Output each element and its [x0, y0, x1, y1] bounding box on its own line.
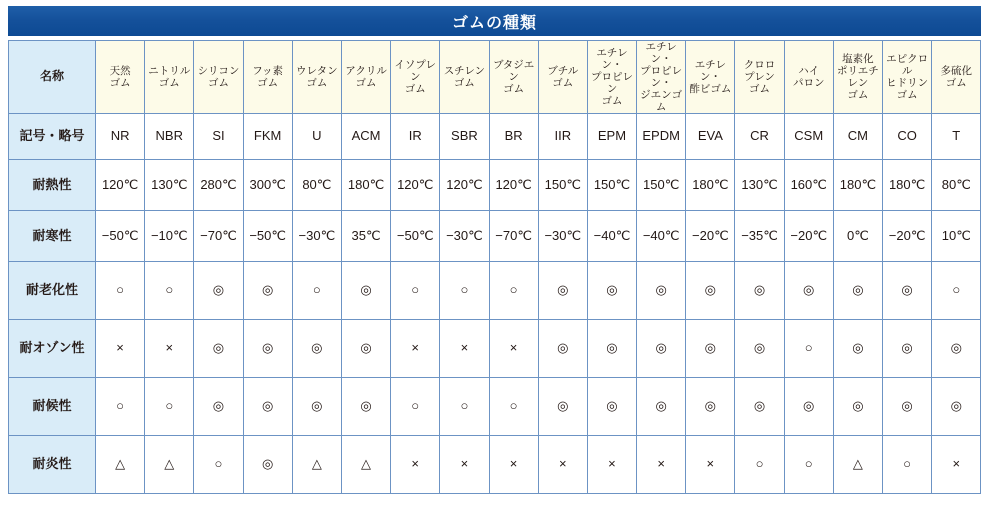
col-name-line: ゴム [847, 89, 869, 102]
col-name-line: 塩素化 [842, 53, 874, 66]
col-name-line: エチレン・ [596, 47, 628, 72]
col-name-line: パロン [792, 77, 825, 90]
cell-weather-10: ◎ [587, 378, 636, 436]
cell-ozone-0: × [96, 320, 145, 378]
row-header-heat-resistance: 耐熱性 [9, 160, 96, 211]
column-header-11 [637, 41, 686, 114]
cell-heat-13: 130℃ [735, 160, 784, 211]
col-name-line: ゴム [453, 77, 475, 90]
cell-ozone-5: ◎ [341, 320, 390, 378]
page-title [8, 6, 981, 36]
cell-weather-0: ○ [96, 378, 145, 436]
column-header-16 [883, 41, 932, 114]
col-name-line: ブチル [547, 65, 579, 78]
cell-ozone-12: ◎ [686, 320, 735, 378]
col-name-line: エチレン・ [694, 59, 726, 84]
cell-ozone-13: ◎ [735, 320, 784, 378]
cell-ozone-3: ◎ [243, 320, 292, 378]
cell-cold-1: −10℃ [145, 211, 194, 262]
cell-cold-15: 0℃ [833, 211, 882, 262]
cell-symbol-0: NR [96, 114, 145, 160]
cell-heat-9: 150℃ [538, 160, 587, 211]
table-row-flame-resistance [9, 436, 981, 494]
column-header-2 [194, 41, 243, 114]
table-row-ozone-resistance [9, 320, 981, 378]
col-name-line: ゴム [158, 77, 180, 90]
cell-aging-15: ◎ [833, 262, 882, 320]
cell-weather-3: ◎ [243, 378, 292, 436]
cell-symbol-10: EPM [587, 114, 636, 160]
table-row-name [9, 41, 981, 114]
cell-cold-9: −30℃ [538, 211, 587, 262]
cell-ozone-9: ◎ [538, 320, 587, 378]
cell-flame-3: ◎ [243, 436, 292, 494]
cell-aging-12: ◎ [686, 262, 735, 320]
row-header-cold-resistance: 耐寒性 [9, 211, 96, 262]
col-name-line: スチレン [443, 65, 486, 78]
cell-symbol-4: U [292, 114, 341, 160]
cell-aging-10: ◎ [587, 262, 636, 320]
col-name-line: ゴム [109, 77, 131, 90]
cell-aging-8: ○ [489, 262, 538, 320]
column-header-5 [341, 41, 390, 114]
cell-flame-5: △ [341, 436, 390, 494]
cell-ozone-7: × [440, 320, 489, 378]
cell-flame-7: × [440, 436, 489, 494]
col-name-line: プレン [744, 71, 775, 84]
column-header-9 [538, 41, 587, 114]
cell-flame-8: × [489, 436, 538, 494]
cell-symbol-11: EPDM [637, 114, 686, 160]
column-header-15 [833, 41, 882, 114]
col-name-line: ハイ [798, 65, 820, 78]
col-name-line: ニトリル [148, 65, 191, 78]
cell-aging-9: ◎ [538, 262, 587, 320]
cell-heat-12: 180℃ [686, 160, 735, 211]
cell-weather-17: ◎ [932, 378, 981, 436]
col-name-line: フッ素 [252, 65, 284, 78]
cell-weather-13: ◎ [735, 378, 784, 436]
col-name-line: ゴム [601, 95, 623, 108]
column-header-6 [391, 41, 440, 114]
col-name-line: プロピレン [590, 71, 633, 96]
row-header-flame-resistance: 耐炎性 [9, 436, 96, 494]
cell-heat-5: 180℃ [341, 160, 390, 211]
cell-heat-11: 150℃ [637, 160, 686, 211]
cell-flame-16: ○ [883, 436, 932, 494]
row-header-aging-resistance: 耐老化性 [9, 262, 96, 320]
cell-heat-14: 160℃ [784, 160, 833, 211]
cell-flame-11: × [637, 436, 686, 494]
cell-weather-16: ◎ [883, 378, 932, 436]
cell-aging-3: ◎ [243, 262, 292, 320]
col-name-line: ヒドリン [886, 77, 929, 90]
column-header-13 [735, 41, 784, 114]
col-name-line: ゴム [207, 77, 229, 90]
cell-flame-12: × [686, 436, 735, 494]
cell-symbol-13: CR [735, 114, 784, 160]
cell-flame-14: ○ [784, 436, 833, 494]
cell-symbol-16: CO [883, 114, 932, 160]
cell-symbol-2: SI [194, 114, 243, 160]
column-header-1 [145, 41, 194, 114]
column-header-17 [932, 41, 981, 114]
cell-cold-12: −20℃ [686, 211, 735, 262]
column-header-10 [587, 41, 636, 114]
col-name-line: ゴム [552, 77, 574, 90]
cell-weather-2: ◎ [194, 378, 243, 436]
column-header-14 [784, 41, 833, 114]
cell-ozone-8: × [489, 320, 538, 378]
cell-flame-9: × [538, 436, 587, 494]
col-name-line: イソプレン [394, 59, 437, 84]
cell-flame-4: △ [292, 436, 341, 494]
col-name-line: ウレタン [296, 65, 338, 78]
row-header-ozone-resistance: 耐オゾン性 [9, 320, 96, 378]
cell-ozone-6: × [391, 320, 440, 378]
cell-flame-17: × [932, 436, 981, 494]
col-name-line: ゴム [896, 89, 918, 102]
table-row-weather-resistance [9, 378, 981, 436]
col-name-line: エピクロル [886, 53, 929, 78]
cell-flame-6: × [391, 436, 440, 494]
cell-symbol-14: CSM [784, 114, 833, 160]
cell-weather-7: ○ [440, 378, 489, 436]
cell-cold-17: 10℃ [932, 211, 981, 262]
cell-flame-0: △ [96, 436, 145, 494]
cell-heat-10: 150℃ [587, 160, 636, 211]
table-row-heat-resistance [9, 160, 981, 211]
col-name-line: ゴム [945, 77, 967, 90]
cell-cold-8: −70℃ [489, 211, 538, 262]
cell-ozone-14: ○ [784, 320, 833, 378]
cell-aging-6: ○ [391, 262, 440, 320]
col-name-line: ゴム [355, 77, 377, 90]
cell-weather-11: ◎ [637, 378, 686, 436]
col-name-line: シリコン [197, 65, 240, 78]
cell-heat-17: 80℃ [932, 160, 981, 211]
cell-heat-6: 120℃ [391, 160, 440, 211]
cell-flame-13: ○ [735, 436, 784, 494]
table-row-cold-resistance [9, 211, 981, 262]
cell-weather-1: ○ [145, 378, 194, 436]
cell-cold-0: −50℃ [96, 211, 145, 262]
cell-ozone-2: ◎ [194, 320, 243, 378]
col-name-line: ブタジエン [492, 59, 535, 84]
column-header-12 [686, 41, 735, 114]
cell-symbol-8: BR [489, 114, 538, 160]
cell-symbol-9: IIR [538, 114, 587, 160]
cell-ozone-16: ◎ [883, 320, 932, 378]
row-header-name: 名称 [9, 41, 96, 114]
col-name-line: ジエンゴム [640, 89, 683, 114]
cell-ozone-1: × [145, 320, 194, 378]
cell-heat-0: 120℃ [96, 160, 145, 211]
cell-cold-5: 35℃ [341, 211, 390, 262]
cell-aging-2: ◎ [194, 262, 243, 320]
cell-ozone-11: ◎ [637, 320, 686, 378]
cell-weather-9: ◎ [538, 378, 587, 436]
cell-weather-4: ◎ [292, 378, 341, 436]
cell-heat-8: 120℃ [489, 160, 538, 211]
cell-heat-7: 120℃ [440, 160, 489, 211]
cell-symbol-5: ACM [341, 114, 390, 160]
cell-heat-4: 80℃ [292, 160, 341, 211]
cell-ozone-15: ◎ [833, 320, 882, 378]
col-name-line: ゴム [749, 83, 771, 96]
cell-aging-17: ○ [932, 262, 981, 320]
col-name-line: ゴム [503, 83, 525, 96]
cell-heat-16: 180℃ [883, 160, 932, 211]
cell-weather-12: ◎ [686, 378, 735, 436]
row-header-weather-resistance: 耐候性 [9, 378, 96, 436]
cell-aging-5: ◎ [341, 262, 390, 320]
table-row-symbol [9, 114, 981, 160]
cell-flame-2: ○ [194, 436, 243, 494]
col-name-line: クロロ [743, 59, 776, 72]
cell-cold-6: −50℃ [391, 211, 440, 262]
cell-heat-1: 130℃ [145, 160, 194, 211]
cell-ozone-10: ◎ [587, 320, 636, 378]
cell-flame-10: × [587, 436, 636, 494]
col-name-line: 天然 [109, 65, 131, 78]
cell-aging-16: ◎ [883, 262, 932, 320]
cell-cold-16: −20℃ [883, 211, 932, 262]
rubber-properties-table [8, 40, 981, 494]
cell-heat-15: 180℃ [833, 160, 882, 211]
cell-weather-15: ◎ [833, 378, 882, 436]
cell-symbol-12: EVA [686, 114, 735, 160]
cell-cold-2: −70℃ [194, 211, 243, 262]
cell-cold-3: −50℃ [243, 211, 292, 262]
col-name-line: ポリエチレン [837, 65, 879, 90]
table-row-aging-resistance [9, 262, 981, 320]
cell-cold-10: −40℃ [587, 211, 636, 262]
column-header-7 [440, 41, 489, 114]
cell-symbol-15: CM [833, 114, 882, 160]
row-header-symbol: 記号・略号 [9, 114, 96, 160]
cell-cold-4: −30℃ [292, 211, 341, 262]
cell-flame-15: △ [833, 436, 882, 494]
cell-cold-13: −35℃ [735, 211, 784, 262]
column-header-4 [292, 41, 341, 114]
cell-aging-0: ○ [96, 262, 145, 320]
cell-symbol-3: FKM [243, 114, 292, 160]
col-name-line: アクリル [345, 65, 387, 78]
cell-aging-4: ○ [292, 262, 341, 320]
cell-cold-11: −40℃ [637, 211, 686, 262]
column-header-8 [489, 41, 538, 114]
cell-cold-7: −30℃ [440, 211, 489, 262]
cell-weather-14: ◎ [784, 378, 833, 436]
cell-symbol-6: IR [391, 114, 440, 160]
cell-weather-8: ○ [489, 378, 538, 436]
col-name-line: エチレン・ [645, 41, 677, 66]
cell-aging-11: ◎ [637, 262, 686, 320]
column-header-0 [96, 41, 145, 114]
cell-aging-13: ◎ [735, 262, 784, 320]
col-name-line: ゴム [306, 77, 328, 90]
cell-weather-5: ◎ [341, 378, 390, 436]
col-name-line: ゴム [257, 77, 279, 90]
col-name-line: 多硫化 [940, 65, 973, 78]
cell-ozone-4: ◎ [292, 320, 341, 378]
cell-weather-6: ○ [391, 378, 440, 436]
cell-flame-1: △ [145, 436, 194, 494]
cell-aging-7: ○ [440, 262, 489, 320]
cell-symbol-17: T [932, 114, 981, 160]
col-name-line: ゴム [404, 83, 426, 96]
cell-ozone-17: ◎ [932, 320, 981, 378]
cell-symbol-7: SBR [440, 114, 489, 160]
cell-aging-14: ◎ [784, 262, 833, 320]
col-name-line: 酢ビゴム [689, 83, 732, 96]
cell-aging-1: ○ [145, 262, 194, 320]
cell-cold-14: −20℃ [784, 211, 833, 262]
col-name-line: プロピレン・ [640, 65, 683, 90]
column-header-3 [243, 41, 292, 114]
cell-heat-2: 280℃ [194, 160, 243, 211]
page-title-text: ゴムの種類 [451, 14, 537, 32]
cell-heat-3: 300℃ [243, 160, 292, 211]
cell-symbol-1: NBR [145, 114, 194, 160]
